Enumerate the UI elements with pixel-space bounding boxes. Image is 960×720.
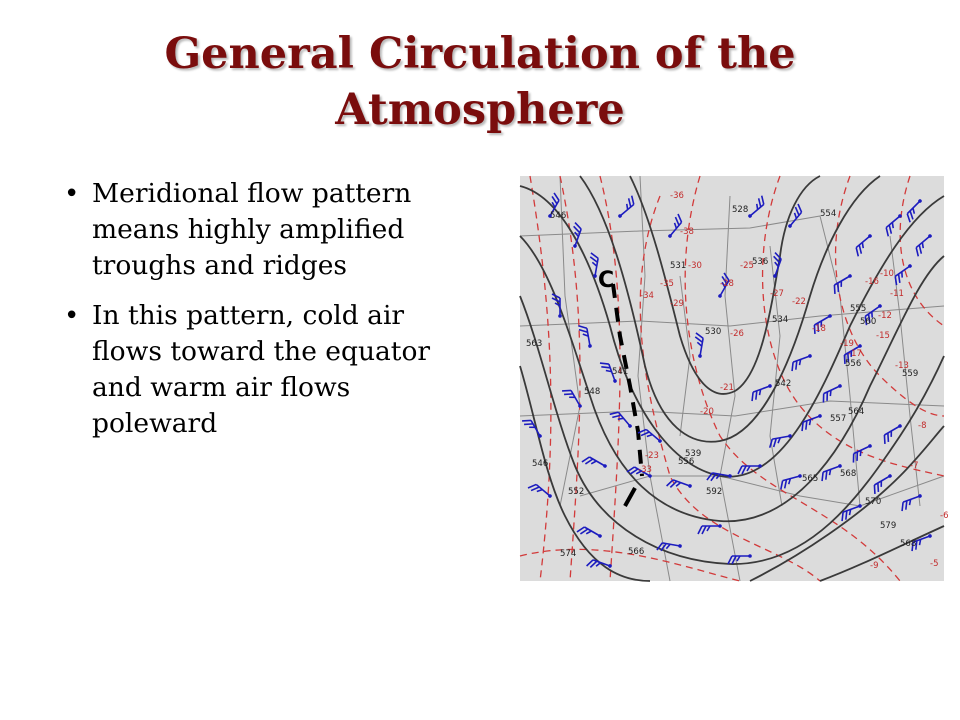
wind-barb-station	[718, 524, 722, 528]
upper-air-map	[520, 176, 949, 581]
temperature-label: -28	[720, 279, 734, 289]
temperature-label: -12	[878, 311, 892, 321]
front-symbol-c: C	[598, 268, 615, 293]
temperature-label: -33	[638, 465, 652, 475]
temperature-label: -20	[700, 407, 714, 417]
wind-barb-station	[558, 314, 562, 318]
temperature-label: -25	[740, 261, 754, 271]
temperature-label: -22	[792, 297, 806, 307]
height-label: 564	[848, 407, 865, 417]
height-label: 579	[880, 521, 897, 531]
bullet-text: In this pattern, cold air flows toward the equator and warm air flows poleward	[92, 300, 431, 439]
wind-barb-station	[758, 464, 762, 468]
temperature-label: -8	[918, 421, 927, 431]
height-label: 556	[678, 457, 695, 467]
bullet-dot-icon: •	[64, 301, 80, 331]
temperature-label: -13	[895, 361, 909, 371]
temperature-label: -9	[870, 561, 879, 571]
height-label: 548	[584, 387, 601, 397]
height-label: 546	[550, 211, 567, 221]
height-label: 568	[900, 539, 917, 549]
height-label: 530	[705, 327, 722, 337]
height-label: 541	[612, 367, 629, 377]
height-label: 555	[850, 304, 867, 314]
height-label: 568	[840, 469, 857, 479]
temperature-label: -11	[890, 289, 904, 299]
height-label: 531	[670, 261, 687, 271]
temperature-label: -16	[865, 277, 879, 287]
bullet-text: Meridional flow pattern means highly amplified troughs and ridges	[92, 178, 412, 281]
temperature-label: -35	[660, 279, 674, 289]
height-label: 574	[560, 549, 577, 559]
bullet-item	[62, 298, 462, 442]
temperature-label: -29	[670, 299, 684, 309]
height-label: 539	[685, 449, 702, 459]
temperature-label: -27	[770, 289, 784, 299]
upper-air-map-image	[520, 176, 949, 581]
bullet-list	[62, 176, 462, 456]
temperature-label: -38	[680, 227, 694, 237]
temperature-label: -19	[840, 339, 854, 349]
temperature-label: -15	[876, 331, 890, 341]
temperature-label: -5	[930, 559, 939, 569]
height-label: 552	[568, 487, 585, 497]
height-label: 563	[526, 339, 543, 349]
temperature-label: -34	[640, 291, 654, 301]
bullet-dot-icon: •	[64, 179, 80, 209]
height-label: 592	[706, 487, 723, 497]
height-label: 534	[772, 315, 789, 325]
height-label: 542	[775, 379, 792, 389]
temperature-label: -17	[848, 349, 862, 359]
temperature-label: -36	[670, 191, 684, 201]
height-label: 560	[860, 317, 877, 327]
bullet-item	[62, 176, 462, 284]
height-label: 554	[820, 209, 837, 219]
temperature-label: -18	[812, 324, 826, 334]
height-label: 566	[628, 547, 645, 557]
height-label: 536	[752, 257, 769, 267]
temperature-label: -10	[880, 269, 894, 279]
height-label: 559	[902, 369, 919, 379]
temperature-label: -26	[730, 329, 744, 339]
slide-title: General Circulation of the Atmosphere	[164, 29, 796, 135]
height-label: 570	[865, 497, 882, 507]
temperature-label: -30	[688, 261, 702, 271]
height-label: 528	[732, 205, 749, 215]
height-label: 565	[802, 474, 819, 484]
wind-barb-station	[748, 554, 752, 558]
height-label: 556	[845, 359, 862, 369]
temperature-label: -7	[910, 461, 919, 471]
temperature-label: -23	[645, 451, 659, 461]
temperature-label: -21	[720, 383, 734, 393]
height-label: 557	[830, 414, 847, 424]
height-label: 546	[532, 459, 549, 469]
temperature-label: -6	[940, 511, 949, 521]
